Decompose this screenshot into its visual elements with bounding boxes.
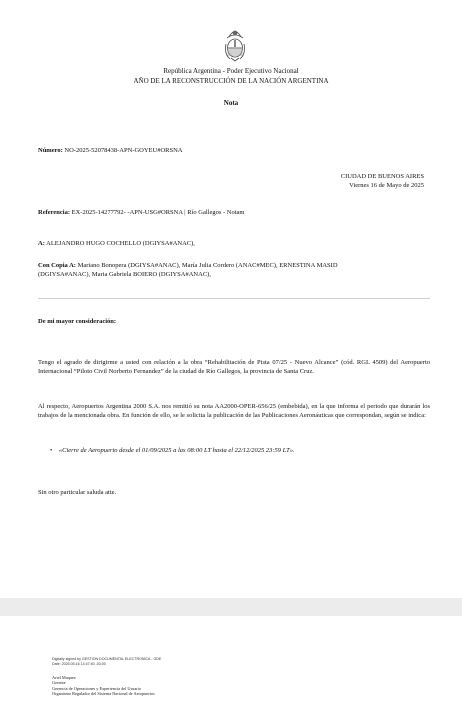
digital-signature-line-1: Digitally signed by GESTION DOCUMENTAL ELECTRONICA - GDE xyxy=(52,657,162,661)
cc-line-1: Mariano Bonopera (DGIYSA#ANAC), María Julia Cordero (ANAC#MEC), ERNESTINA MASID xyxy=(77,262,338,269)
signatory-role: Gerente xyxy=(52,680,66,686)
header-year-motto: AÑO DE LA RECONSTRUCCIÓN DE LA NACIÓN ARGENTINA xyxy=(133,77,329,85)
body-paragraph-2: Al respecto, Aeropuertos Argentina 2000 S.A. nos remitió su nota AA2000-OPER-656/25 (embebida), en la que informa el periodo que durarán los trabajos de la mencionada obra. En función de ello, se le solicita la publicación de las Publicaciones Aeronáuticas que correspondan, según se indica: xyxy=(38,403,430,419)
signatory-department: Gerencia de Operaciones y Experiencia del Usuario xyxy=(52,685,141,691)
header-government: República Argentina - Poder Ejecutivo Nacional xyxy=(163,67,299,75)
referencia-value: EX-2025-14277792- -APN-USG#ORSNA | Río Gallegos - Notam xyxy=(71,209,245,216)
city: CIUDAD DE BUENOS AIRES xyxy=(340,173,424,180)
signature-page xyxy=(0,616,462,728)
referencia-label: Referencia: xyxy=(38,209,71,216)
recipient-label: A: xyxy=(38,240,45,247)
cc-block xyxy=(38,261,430,279)
signatory-organization: Organismo Regulador del Sistema Nacional de Aeropuertos xyxy=(52,691,155,697)
place-date xyxy=(341,172,424,190)
signatory-name: Ariel Maquez xyxy=(52,675,76,680)
bullet-dot-icon: • xyxy=(50,447,53,454)
divider xyxy=(38,298,430,299)
page-gap xyxy=(0,598,462,616)
numero-label: Número: xyxy=(38,147,63,154)
signatory-block xyxy=(52,675,155,697)
numero-line xyxy=(38,146,183,155)
closing-line: Sin otro particular saluda atte. xyxy=(38,489,117,496)
opening-salutation: De mi mayor consideración: xyxy=(38,318,117,325)
cc-line-2: (DGIYSA#ANAC), Maria Gabriela BOIERO (DGIYSA#ANAC), xyxy=(38,271,211,278)
referencia-line xyxy=(38,208,244,217)
recipient-line xyxy=(38,239,195,248)
bullet-text: «Cierre de Aeropuerto desde el 01/09/2025 a las 08:00 LT hasta el 22/12/2025 23:59 LT». xyxy=(58,447,295,454)
document-type: Nota xyxy=(223,99,239,107)
body-paragraph-1: Tengo el agrado de dirigirme a usted con relación a la obra “Rehabilitación de Pista 07/25 - Nuevo Alcance” (cód. RGL 4509) del Aeropuerto Internacional “Piloto Civil Norberto Fernandez” de la ciudad de Río Gallegos, la provincia de Santa Cruz. xyxy=(38,359,430,375)
bullet-item xyxy=(50,446,295,455)
cc-label: Con Copia A: xyxy=(38,262,76,269)
digital-signature-stamp xyxy=(52,657,161,667)
digital-signature-line-2: Date: 2025.05.16 14:47:40 -03:00 xyxy=(52,662,106,666)
numero-value: NO-2025-52078438-APN-GOYEU#ORSNA xyxy=(64,147,183,154)
date: Viernes 16 de Mayo de 2025 xyxy=(349,182,424,189)
coat-of-arms-icon xyxy=(224,24,246,62)
recipient-value: ALEJANDRO HUGO COCHELLO (DGIYSA#ANAC), xyxy=(46,240,195,247)
